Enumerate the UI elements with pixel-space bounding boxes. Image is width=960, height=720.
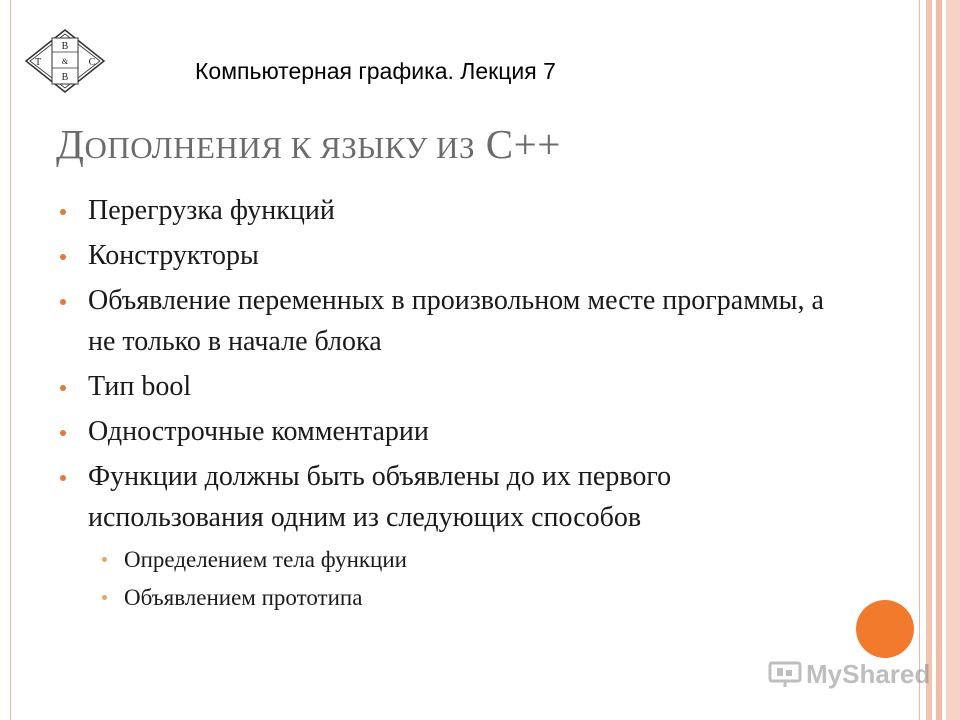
svg-text:Т: Т (34, 57, 42, 68)
bullet-dot-icon (60, 209, 66, 215)
title-rest: ОПОЛНЕНИЯ К ЯЗЫКУ ИЗ (84, 130, 475, 165)
presentation-icon (768, 659, 802, 689)
bullet-text: Объявление переменных в произвольном месте программы, а не только в начале блока (88, 285, 824, 357)
title-first-letter: Д (56, 121, 85, 167)
sub-bullet-text: Объявлением прототипа (124, 585, 363, 610)
bullet-item (60, 190, 840, 231)
bullet-dot-icon (60, 385, 66, 391)
bullet-text: Перегрузка функций (88, 195, 335, 226)
svg-text:В: В (61, 41, 69, 52)
decorative-stripes (920, 0, 960, 720)
bullet-item (60, 280, 840, 362)
bullet-dot-icon (60, 430, 66, 436)
sub-bullet-item (60, 580, 840, 616)
university-logo (24, 28, 106, 94)
watermark-text: MyShared (806, 658, 931, 689)
course-title: Компьютерная графика. Лекция 7 (195, 58, 556, 84)
decorative-circle (856, 600, 914, 658)
bullet-text: Конструкторы (88, 240, 259, 271)
bullet-text: Тип bool (88, 371, 192, 402)
watermark (768, 656, 930, 692)
bullet-item (60, 235, 840, 276)
sub-bullet-text: Определением тела функции (124, 547, 407, 572)
sub-bullet-dot-icon (102, 595, 107, 600)
bullet-dot-icon (60, 254, 66, 260)
sub-bullet-item (60, 542, 840, 578)
svg-text:В: В (61, 72, 69, 83)
svg-text:С: С (88, 57, 96, 68)
bullet-dot-icon (60, 475, 66, 481)
bullet-dot-icon (60, 299, 66, 305)
bullet-list (60, 190, 840, 618)
bullet-text: Однострочные комментарии (88, 416, 429, 447)
bullet-text: Функции должны быть объявлены до их первого использования одним из следующих способов (88, 461, 672, 533)
title-tail: С++ (485, 121, 561, 167)
bullet-item (60, 411, 840, 452)
bullet-item (60, 456, 840, 538)
bullet-item (60, 366, 840, 407)
slide-title (56, 120, 561, 168)
sub-bullet-dot-icon (102, 557, 107, 562)
svg-text:&: & (61, 57, 69, 66)
